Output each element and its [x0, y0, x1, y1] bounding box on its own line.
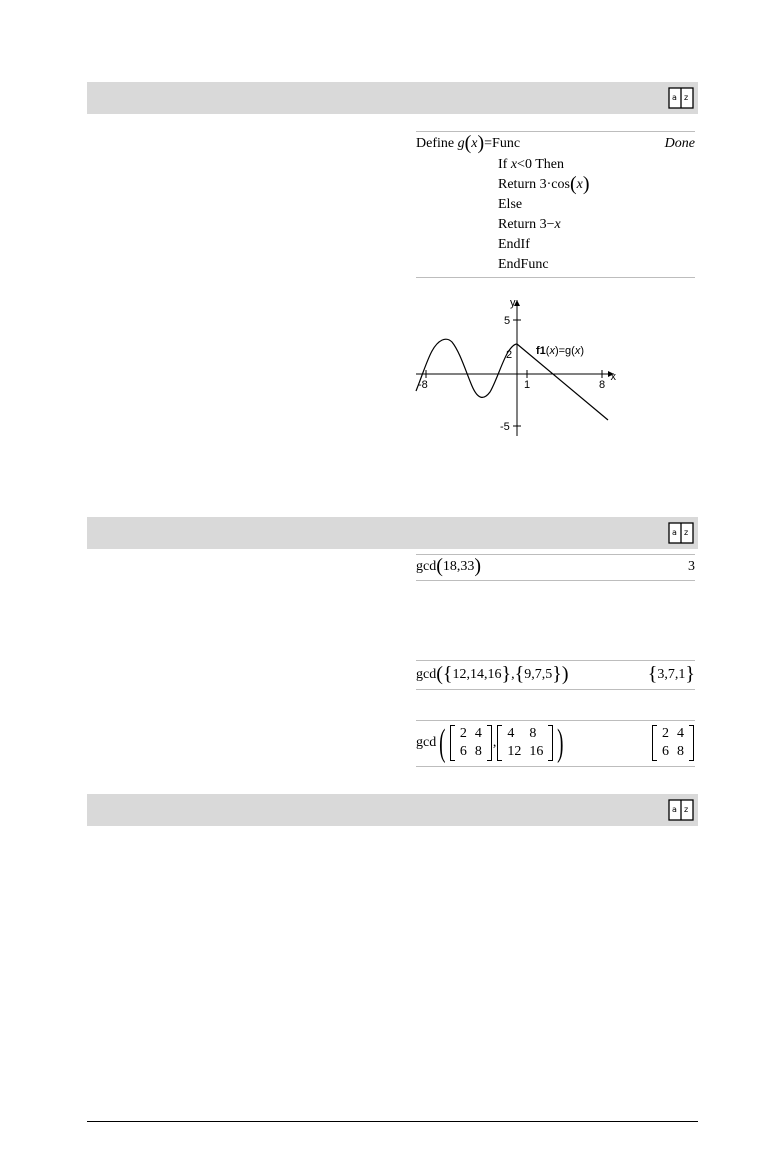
function-label-eq: =g: [558, 345, 572, 357]
line-return-linear: Return 3−: [498, 217, 555, 232]
matrix-cell: 12: [507, 744, 522, 759]
gcd-list2: 9,7,5: [524, 667, 553, 682]
tick-label-x-1: 1: [524, 379, 531, 391]
function-label-var: x: [549, 345, 555, 357]
book-icon: [668, 521, 694, 545]
gcd-result: 3: [688, 559, 695, 574]
svg-text:a: a: [672, 805, 677, 814]
gcd-fn: gcd: [416, 667, 437, 682]
func-rhs: =Func: [484, 136, 521, 151]
gcd-args: 18,33: [442, 559, 475, 574]
gcd-list-result: 3,7,1: [657, 667, 686, 682]
line-return-cos: Return 3·cos: [498, 177, 570, 192]
svg-text:a: a: [672, 93, 677, 102]
footer-rule: [87, 1121, 698, 1122]
matrix-cell: 6: [662, 744, 669, 759]
entry-top-rule: [416, 660, 695, 661]
line-if: If: [498, 157, 511, 172]
entry-top-rule: [416, 554, 695, 555]
matrix-cell: 4: [507, 726, 515, 741]
matrix-result: [652, 725, 694, 761]
section-header-bar: [87, 794, 698, 826]
entry-bottom-rule: [416, 580, 695, 581]
gcd-list-entry: gcd({12,14,16},{9,7,5}) {3,7,1}: [416, 663, 695, 685]
function-label: f1(x)=g(x): [536, 345, 585, 357]
tick-label-y-5: 5: [504, 315, 511, 327]
matrix-cell: 8: [529, 726, 537, 741]
entry-bottom-rule: [416, 766, 695, 767]
matrix-cell: 16: [529, 744, 544, 759]
matrix-arg2: [497, 725, 553, 761]
matrix-arg1: [450, 725, 492, 761]
matrix-cell: 4: [474, 726, 482, 741]
line-return-linear-var: x: [554, 217, 561, 232]
line-if-var: x: [510, 157, 518, 172]
book-icon: [668, 86, 694, 110]
line-return-cos-var: x: [576, 177, 583, 192]
matrix-cell: 2: [662, 726, 669, 741]
gcd-fn: gcd: [416, 735, 437, 750]
matrix-cell: 6: [459, 744, 467, 759]
define-entry: Define g(x)=Func Done If x<0 Then Return 3·cos(x) Else Return 3−x EndIf EndFunc: [416, 134, 695, 276]
line-else: Else: [498, 197, 523, 212]
section-header-bar: [87, 82, 698, 114]
define-keyword: Define: [416, 136, 458, 151]
entry-top-rule: [416, 720, 695, 721]
cos-curve: [416, 339, 517, 397]
entry-bottom-rule: [416, 277, 695, 278]
svg-text:z: z: [684, 805, 689, 814]
function-label-var2: x: [574, 345, 581, 357]
matrix-cell: 8: [474, 744, 482, 759]
tick-label-x-neg8: -8: [418, 379, 428, 391]
gcd-fn: gcd: [416, 559, 437, 574]
svg-text:z: z: [684, 528, 689, 537]
gcd-scalar-entry: gcd(18,33) 3: [416, 555, 695, 577]
tick-label-y-neg5: -5: [500, 421, 510, 433]
section-header-bar: [87, 517, 698, 549]
line-endfunc: EndFunc: [498, 257, 549, 272]
define-result: Done: [664, 136, 695, 151]
function-graph: [414, 296, 614, 438]
x-axis-label: x: [610, 371, 616, 383]
matrix-cell: 2: [459, 726, 467, 741]
y-axis-label: y: [510, 297, 516, 309]
book-icon: [668, 798, 694, 822]
tick-label-y-2: 2: [506, 349, 513, 361]
svg-text:a: a: [672, 528, 677, 537]
function-label-name: f1: [536, 345, 546, 357]
line-if-cond: <0 Then: [517, 157, 564, 172]
tick-label-x-8: 8: [599, 379, 606, 391]
line-endif: EndIf: [498, 237, 530, 252]
matrix-cell: 4: [677, 726, 684, 741]
entry-bottom-rule: [416, 689, 695, 690]
gcd-matrix-entry: gcd ( 2 4 6 8 , 4 8 12 16 ) 2 4 6 8: [416, 722, 695, 764]
entry-top-rule: [416, 131, 695, 132]
matrix-cell: 8: [677, 744, 684, 759]
func-arg: x: [471, 136, 478, 151]
gcd-list1: 12,14,16: [452, 667, 502, 682]
svg-text:z: z: [684, 93, 689, 102]
func-name: g: [457, 136, 465, 151]
